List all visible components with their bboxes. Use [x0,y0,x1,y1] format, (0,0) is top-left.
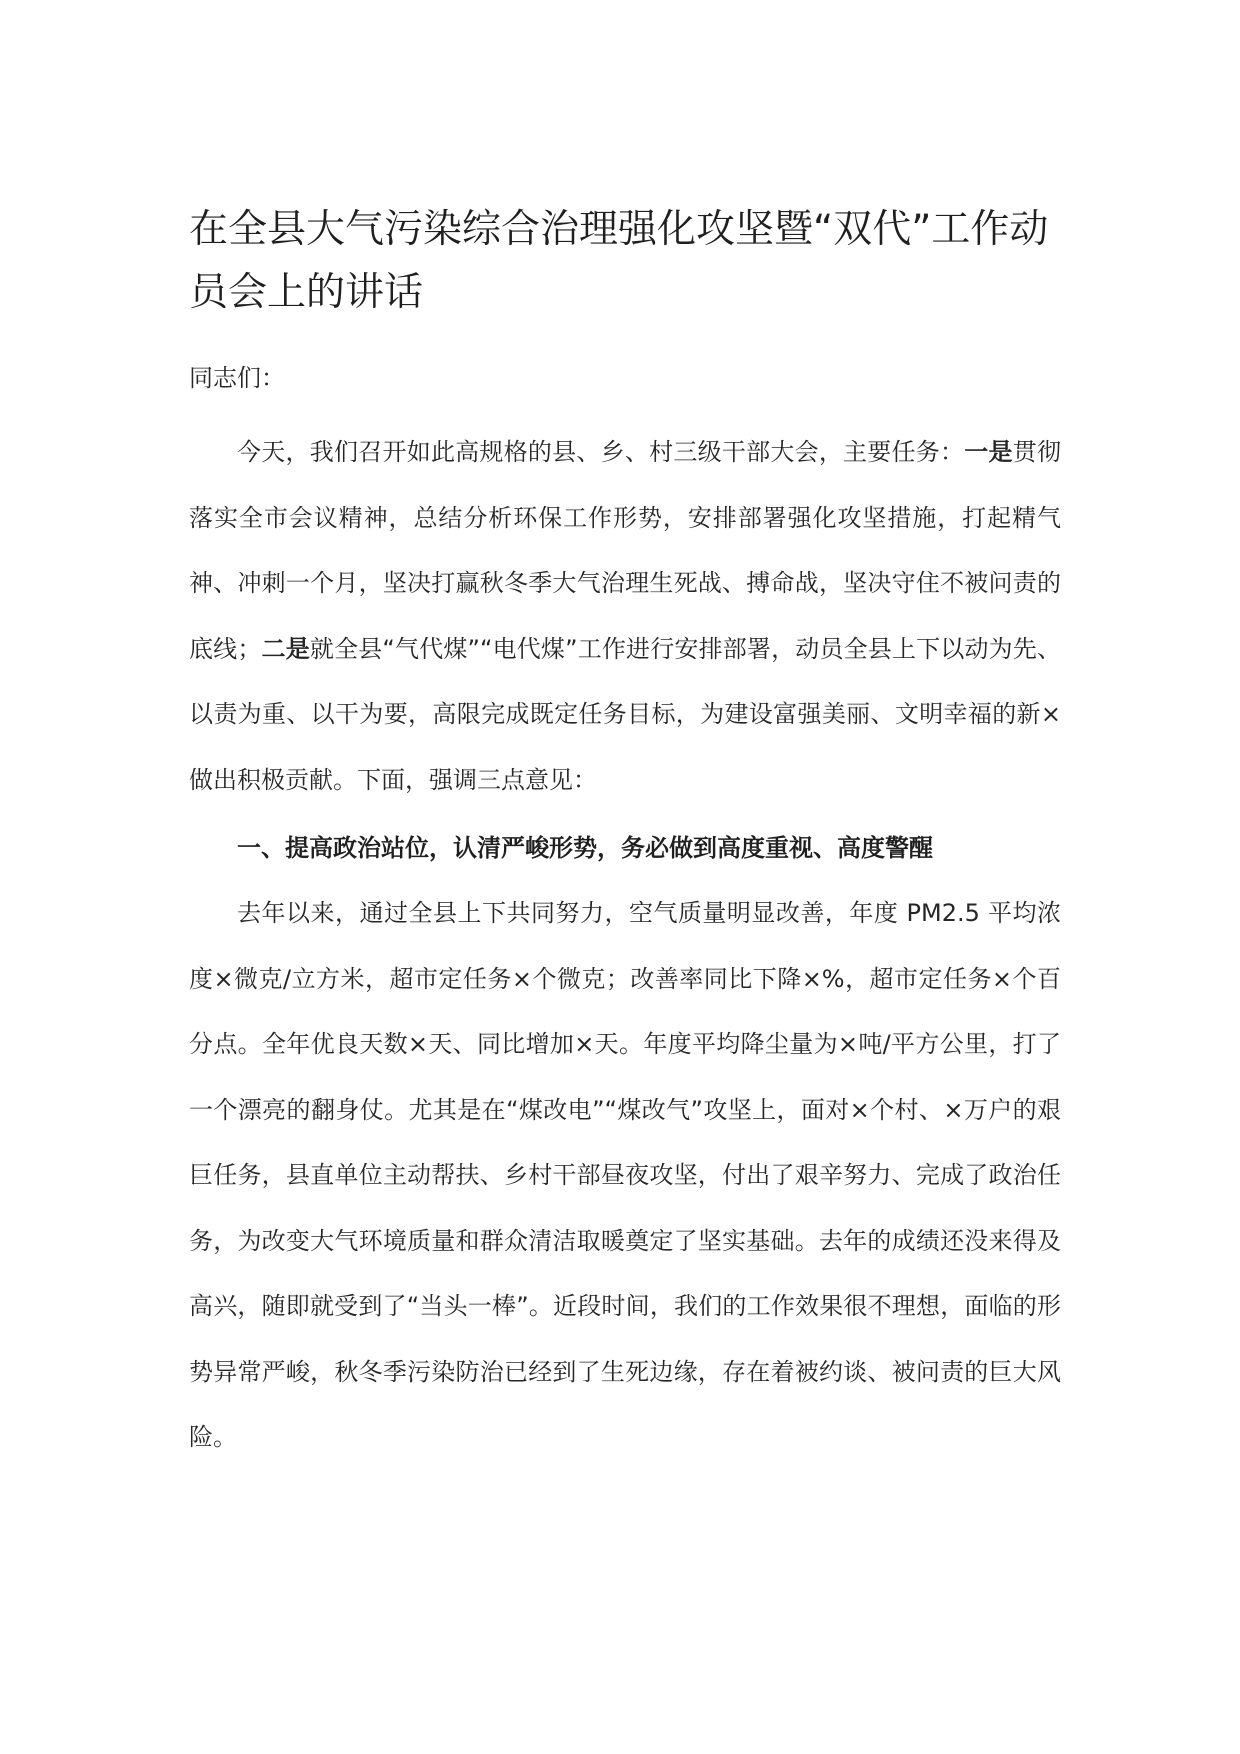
intro-bold-first: 一是 [964,438,1013,466]
section-1-paragraph: 去年以来，通过全县上下共同努力，空气质量明显改善，年度 PM2.5 平均浓度×微克/立方米，超市定任务×个微克；改善率同比下降×%，超市定任务×个百分点。全年优良天数×天、同比增加×天。年度平均降尘量为×吨/平方公里，打了一个漂亮的翻身仗。尤其是在“煤改电”“煤改气”攻坚上，面对×个村、×万户的艰巨任务，县直单位主动帮扶、乡村干部昼夜攻坚，付出了艰辛努力、完成了政治任务，为改变大气环境质量和群众清洁取暖奠定了坚实基础。去年的成绩还没来得及高兴，随即就受到了“当头一棒”。近段时间，我们的工作效果很不理想，面临的形势异常严峻，秋冬季污染防治已经到了生死边缘，存在着被约谈、被问责的巨大风险。 [189,899,1061,1451]
section-heading-1: 一、提高政治站位，认清严峻形势，务必做到高度重视、高度警醒 [237,834,933,862]
intro-text-part1: 今天，我们召开如此高规格的县、乡、村三级干部大会，主要任务： [237,438,965,466]
document-title: 在全县大气污染综合治理强化攻坚暨“双代”工作动员会上的讲话 [189,207,1049,315]
document-body [189,198,1061,1471]
intro-text-part3: 就全县“气代煤”“电代煤”工作进行安排部署，动员全县上下以动为先、以责为重、以干为要，高限完成既定任务目标，为建设富强美丽、文明幸福的新×做出积极贡献。下面，强调三点意见： [189,634,1062,794]
salutation: 同志们： [189,364,285,392]
intro-paragraph [189,420,1061,813]
intro-bold-second: 二是 [261,634,310,663]
intro-text-part2: 贯彻落实全市会议精神，总结分析环保工作形势，安排部署强化攻坚措施，打起精气神、冲刺一个月，坚决打赢秋冬季大气治理生死战、搏命战，坚决守住不被问责的底线； [189,438,1062,663]
